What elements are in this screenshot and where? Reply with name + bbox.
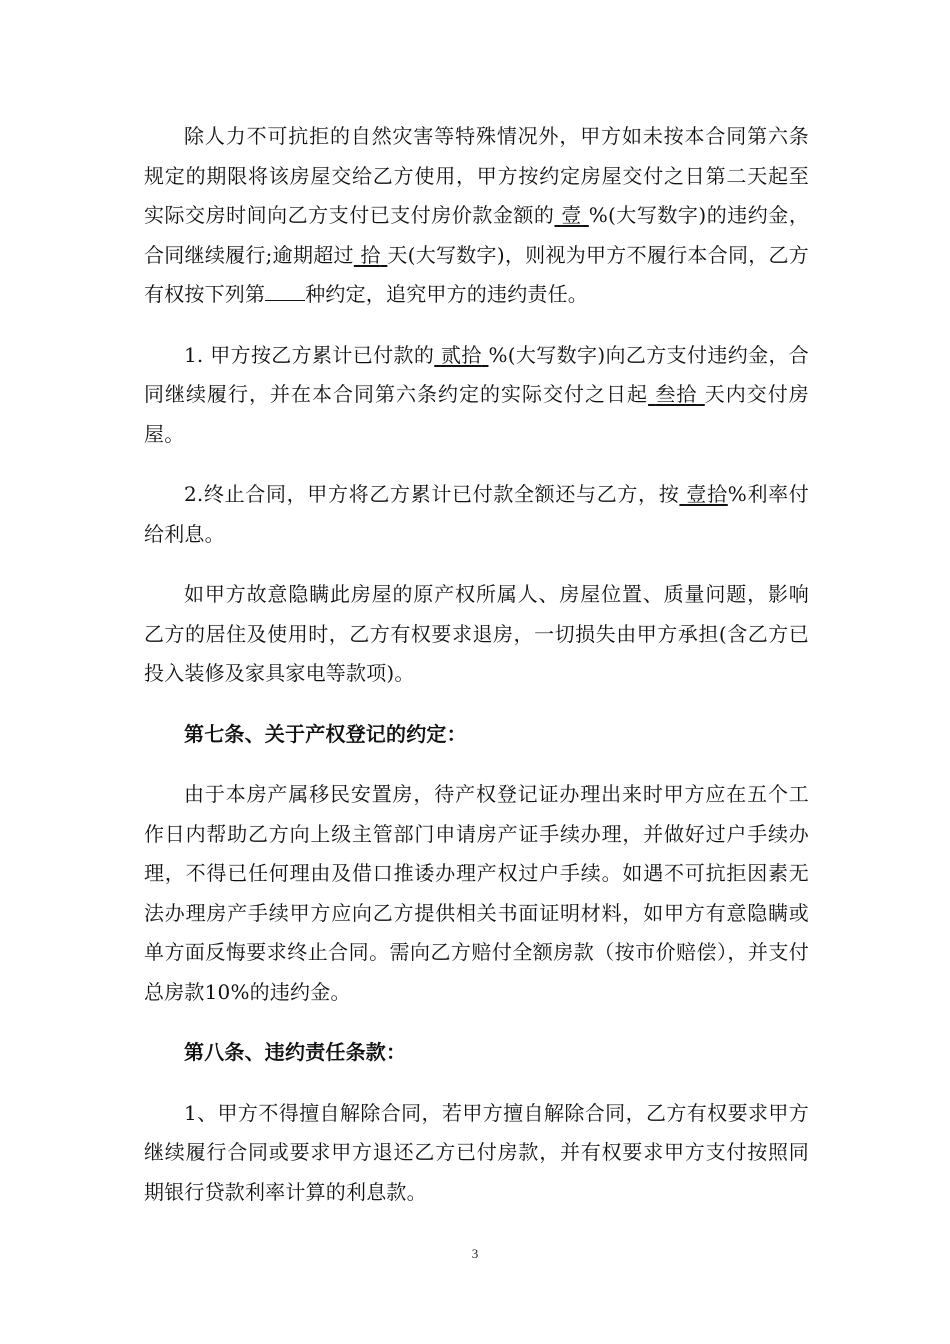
- filled-blank: 贰拾: [441, 342, 482, 367]
- filled-blank: 叁拾: [655, 382, 698, 406]
- text-segment: 天内交付房屋。: [144, 382, 809, 446]
- text-segment: %(大写数字)向乙方支付违约金，合同继续履行，并在本合同第六条约定的实际交付之日起: [144, 342, 810, 406]
- paragraph-option-2: [144, 475, 809, 554]
- article-8-heading: 第八条、违约责任条款：: [184, 1040, 407, 1064]
- paragraph-delivery-penalty: [144, 117, 809, 315]
- text-segment: 种约定，追究甲方的违约责任。: [305, 282, 589, 306]
- page-number: 3: [471, 1246, 479, 1261]
- paragraph-breach-1: 1、甲方不得擅自解除合同，若甲方擅自解除合同，乙方有权要求甲方继续履行合同或要求甲方退还乙方已付房款，并有权要求甲方支付按照同期银行贷款利率计算的利息款。: [144, 1100, 809, 1204]
- text-segment: %(大写数字)的违约金，合同继续履行;逾期超过: [144, 203, 810, 267]
- paragraph-property-registration: 由于本房产属移民安置房，待产权登记证办理出来时甲方应在五个工作日内帮助乙方向上级主管部门申请房产证手续办理，并做好过户手续办理，不得已任何理由及借口推诿办理产权过户手续。如遇不可抗拒因素无法办理房产手续甲方应向乙方提供相关书面证明材料，如甲方有意隐瞒或单方面反悔要求终止合同。需向乙方赔付全额房款（按市价赔偿），并支付总房款10%的违约金。: [144, 782, 809, 1004]
- text-segment: 2.终止合同，甲方将乙方累计已付款全额还与乙方，按: [184, 482, 680, 506]
- document-body: [144, 117, 809, 1233]
- empty-blank: [265, 299, 305, 301]
- paragraph-concealment: 如甲方故意隐瞒此房屋的原产权所属人、房屋位置、质量问题，影响乙方的居住及使用时，乙方有权要求退房，一切损失由甲方承担(含乙方已投入装修及家具家电等款项)。: [144, 582, 809, 685]
- text-segment: 除人力不可抗拒的自然灾害等特殊情况外，甲方如未按本合同第六条规定的期限将该房屋交给乙方使用，甲方按约定房屋交付之日第二天起至实际交房时间向乙方支付已支付房价款金额的: [144, 124, 809, 227]
- paragraph-option-1: [144, 336, 809, 455]
- article-7-heading: 第七条、关于产权登记的约定：: [184, 721, 467, 746]
- text-segment: 1. 甲方按乙方累计已付款的: [184, 342, 435, 367]
- filled-blank: 壹: [561, 203, 582, 227]
- text-segment: 天(大写数字)，则视为甲方不履行本合同，乙方有权按下列第: [144, 242, 809, 306]
- text-segment: %利率付给利息。: [144, 482, 809, 546]
- filled-blank: 拾: [360, 242, 381, 267]
- filled-blank: 壹拾: [686, 482, 728, 506]
